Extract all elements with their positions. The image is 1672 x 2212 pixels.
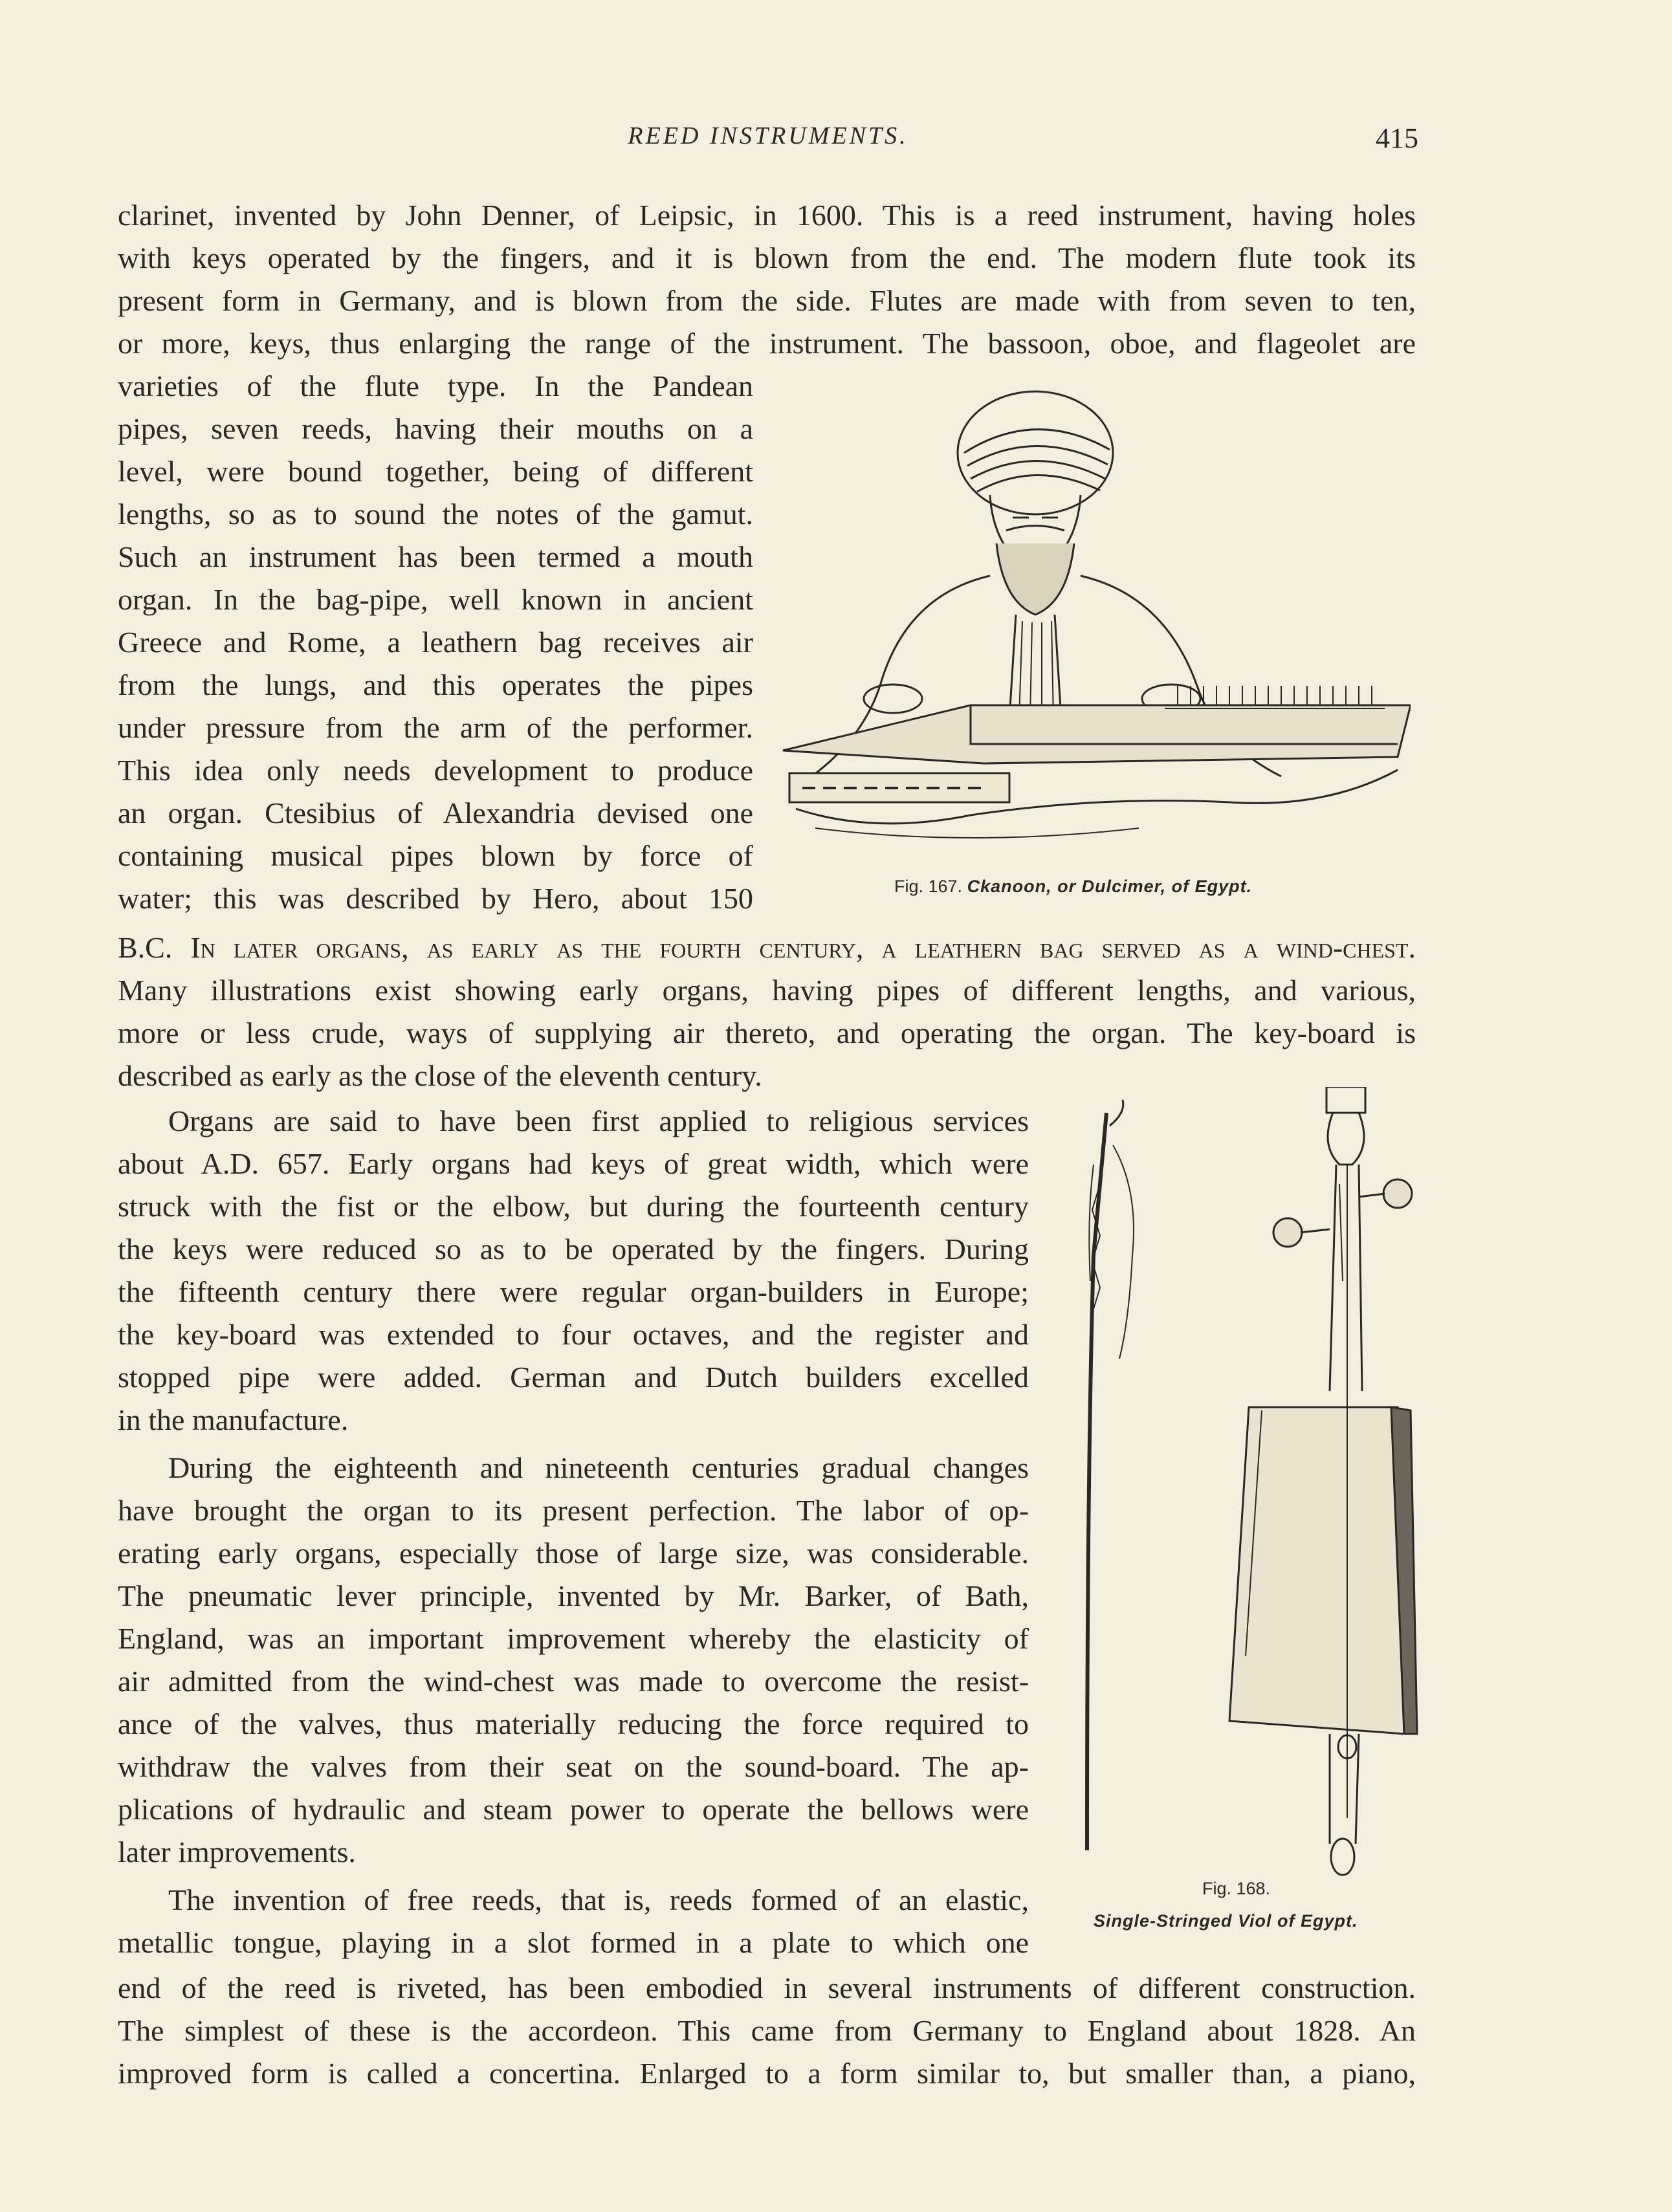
text-line: struck with the fist or the elbow, but during the fourteenth century bbox=[118, 1190, 1029, 1223]
figure-167-title: Ckanoon, or Dulcimer, of Egypt. bbox=[967, 877, 1253, 896]
text-line: water; this was described by Hero, about 150 bbox=[118, 882, 753, 915]
text-line: organ. In the bag-pipe, well known in ancient bbox=[118, 583, 753, 616]
text-line: pipes, seven reeds, having their mouths on a bbox=[118, 412, 753, 445]
text-line: varieties of the flute type. In the Pandean bbox=[118, 369, 753, 402]
text-line: The simplest of these is the accordeon. This came from Germany to England about 1828. An bbox=[118, 2014, 1416, 2047]
text-line: in the manufacture. bbox=[118, 1403, 349, 1436]
text-line: England, was an important improvement whereby the elasticity of bbox=[118, 1622, 1029, 1655]
text-line: level, were bound together, being of different bbox=[118, 455, 753, 488]
text-line: Organs are said to have been first applied to religious services bbox=[168, 1104, 1029, 1137]
text-line: erating early organs, especially those of large size, was considerable. bbox=[118, 1537, 1029, 1570]
text-line: under pressure from the arm of the performer. bbox=[118, 711, 753, 744]
text-line: plications of hydraulic and steam power to operate the bellows were bbox=[118, 1793, 1029, 1826]
figure-168-number: Fig. 168. bbox=[1202, 1879, 1271, 1898]
text-line: B.C. In later organs, as early as the fourth century, a leathern bag served as a wind-chest. bbox=[118, 931, 1416, 964]
text-line: lengths, so as to sound the notes of the gamut. bbox=[118, 498, 753, 531]
text-line: end of the reed is riveted, has been embodied in several instruments of different construction. bbox=[118, 1971, 1416, 2004]
text-line: The invention of free reeds, that is, reeds formed of an elastic, bbox=[168, 1883, 1029, 1916]
text-line: more or less crude, ways of supplying air thereto, and operating the organ. The key-board is bbox=[118, 1016, 1416, 1049]
text-line: the keys were reduced so as to be operated by the fingers. During bbox=[118, 1232, 1029, 1265]
figure-168-caption bbox=[1094, 1911, 1358, 1931]
text-line: Greece and Rome, a leathern bag receives air bbox=[118, 626, 753, 659]
figure-167-caption bbox=[894, 877, 1252, 897]
text-line: the fifteenth century there were regular organ-builders in Europe; bbox=[118, 1275, 1029, 1308]
text-line: air admitted from the wind-chest was made to overcome the resist- bbox=[118, 1665, 1029, 1698]
page-header bbox=[118, 122, 1418, 160]
figure-167-number: Fig. 167. bbox=[894, 877, 963, 896]
text-line: improved form is called a concertina. Enlarged to a form similar to, but smaller than, a piano, bbox=[118, 2057, 1416, 2090]
text-line: the key-board was extended to four octaves, and the register and bbox=[118, 1318, 1029, 1351]
text-line: stopped pipe were added. German and Dutch builders excelled bbox=[118, 1361, 1029, 1394]
text-line: Such an instrument has been termed a mouth bbox=[118, 540, 753, 573]
text-line: or more, keys, thus enlarging the range of the instrument. The bassoon, oboe, and flageolet are bbox=[118, 327, 1416, 360]
text-line: This idea only needs development to produce bbox=[118, 754, 753, 787]
text-line: withdraw the valves from their seat on the sound-board. The ap- bbox=[118, 1750, 1029, 1783]
text-line: ance of the valves, thus materially reducing the force required to bbox=[118, 1707, 1029, 1740]
text-line: an organ. Ctesibius of Alexandria devised one bbox=[118, 796, 753, 829]
text-line: metallic tongue, playing in a slot formed in a plate to which one bbox=[118, 1926, 1029, 1959]
text-line: later improvements. bbox=[118, 1835, 356, 1868]
text-line: The pneumatic lever principle, invented by Mr. Barker, of Bath, bbox=[118, 1579, 1029, 1612]
text-line: have brought the organ to its present perfection. The labor of op- bbox=[118, 1494, 1029, 1527]
running-title: REED INSTRUMENTS. bbox=[628, 122, 908, 149]
figure-168-viol-illustration bbox=[1068, 1087, 1430, 1876]
text-line: During the eighteenth and nineteenth centuries gradual changes bbox=[168, 1451, 1029, 1484]
text-line: clarinet, invented by John Denner, of Leipsic, in 1600. This is a reed instrument, having holes bbox=[118, 199, 1416, 232]
text-line: described as early as the close of the eleventh century. bbox=[118, 1059, 762, 1092]
text-line: present form in Germany, and is blown from the side. Flutes are made with from seven to ten, bbox=[118, 284, 1416, 317]
figure-167-dulcimer-illustration bbox=[776, 382, 1411, 873]
text-line: about A.D. 657. Early organs had keys of great width, which were bbox=[118, 1147, 1029, 1180]
figure-168-title: Single-Stringed Viol of Egypt. bbox=[1094, 1911, 1358, 1931]
page-number: 415 bbox=[1376, 122, 1418, 154]
text-line: containing musical pipes blown by force of bbox=[118, 839, 753, 872]
text-line: Many illustrations exist showing early organs, having pipes of different lengths, and various, bbox=[118, 974, 1416, 1007]
text-line: from the lungs, and this operates the pipes bbox=[118, 668, 753, 701]
text-line: with keys operated by the fingers, and it is blown from the end. The modern flute took its bbox=[118, 241, 1416, 274]
